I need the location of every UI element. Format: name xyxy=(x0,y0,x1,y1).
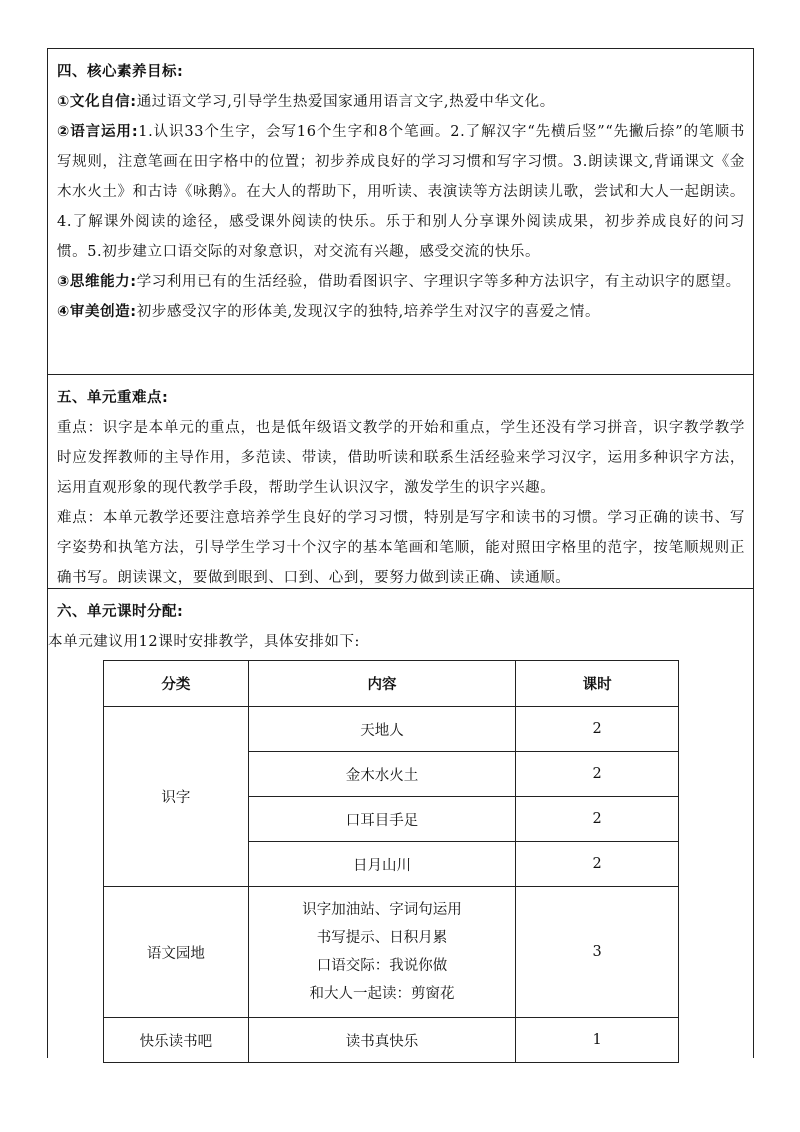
section-heading: 四、核心素养目标: xyxy=(57,64,184,80)
category-cell: 语文园地 xyxy=(104,887,249,1018)
content-line: 和大人一起读：剪窗花 xyxy=(309,986,455,1002)
goal-text: 初步感受汉字的形体美,发现汉字的独特,培养学生对汉字的喜爱之情。 xyxy=(136,304,601,320)
section-core-literacy-goals xyxy=(47,48,754,375)
key-point-text: 重点：识字是本单元的重点，也是低年级语文教学的开始和重点，学生还没有学习拼音，识字教学教学时应发挥教师的主导作用，多范读、带读，借助听读和联系生活经验来学习汉字，运用多种识字方法，运用直观形象的现代教学手段，帮助学生认识汉字，激发学生的识字兴趣。 xyxy=(57,420,745,496)
goal-text: 1.认识33个生字，会写16个生字和8个笔画。2.了解汉字“先横后竖”“先撇后捺”的笔顺书写规则，注意笔画在田字格中的位置；初步养成良好的学习习惯和写字习惯。3.朗读课文,背诵课文《金木水火土》和古诗《咏鹅》。在大人的帮助下，用听读、表演读等方法朗读儿歌，尝试和大人一起朗读。4.了解课外阅读的途径，感受课外阅读的快乐。乐于和别人分享课外阅读成果，初步养成良好的问习惯。5.初步建立口语交际的对象意识，对交流有兴趣，感受交流的快乐。 xyxy=(57,124,745,260)
hours-cell: 2 xyxy=(516,842,679,887)
content-line: 书写提示、日积月累 xyxy=(316,930,448,946)
allocation-intro: 本单元建议用12课时安排教学，具体安排如下: xyxy=(48,634,361,650)
hours-cell: 2 xyxy=(516,707,679,752)
section-key-difficult-points xyxy=(47,374,754,589)
goal-item xyxy=(57,117,745,267)
goal-item xyxy=(57,297,745,327)
section-heading: 六、单元课时分配: xyxy=(57,604,184,620)
content-cell: 日月山川 xyxy=(248,842,516,887)
table-row xyxy=(104,887,679,1018)
header-hours: 课时 xyxy=(516,661,679,707)
difficult-point-text: 难点：本单元教学还要注意培养学生良好的学习习惯，特别是写字和读书的习惯。学习正确的读书、写字姿势和执笔方法，引导学生学习十个汉字的基本笔画和笔顺，能对照田字格里的范字，按笔顺规则正确书写。朗读课文，要做到眼到、口到、心到，要努力做到读正确、读通顺。 xyxy=(57,510,745,586)
goal-label: ④审美创造: xyxy=(57,304,137,320)
content-line: 识字加油站、字词句运用 xyxy=(302,902,462,918)
table-row xyxy=(104,707,679,752)
table-row xyxy=(104,1018,679,1063)
hours-cell: 1 xyxy=(516,1018,679,1063)
hours-cell: 2 xyxy=(516,752,679,797)
content-cell: 口耳目手足 xyxy=(248,797,516,842)
category-cell: 快乐读书吧 xyxy=(104,1018,249,1063)
content-cell: 天地人 xyxy=(248,707,516,752)
goal-label: ①文化自信: xyxy=(57,94,137,110)
header-category: 分类 xyxy=(104,661,249,707)
section-heading: 五、单元重难点: xyxy=(57,390,169,406)
goal-label: ②语言运用: xyxy=(57,124,139,140)
content-cell: 读书真快乐 xyxy=(248,1018,516,1063)
goal-text: 通过语文学习,引导学生热爱国家通用语言文字,热爱中华文化。 xyxy=(136,94,555,110)
hours-cell: 2 xyxy=(516,797,679,842)
goal-item xyxy=(57,267,745,297)
table-header-row xyxy=(104,661,679,707)
hours-cell: 3 xyxy=(516,887,679,1018)
goal-label: ③思维能力: xyxy=(57,274,137,290)
goal-text: 学习利用已有的生活经验，借助看图识字、字理识字等多种方法识字，有主动识字的愿望。 xyxy=(136,274,741,290)
content-cell: 金木水火土 xyxy=(248,752,516,797)
content-cell xyxy=(248,887,516,1018)
lesson-schedule-table xyxy=(103,660,679,1063)
goal-item xyxy=(57,87,745,117)
content-line: 口语交际：我说你做 xyxy=(316,958,448,974)
header-content: 内容 xyxy=(248,661,516,707)
category-cell: 识字 xyxy=(104,707,249,887)
